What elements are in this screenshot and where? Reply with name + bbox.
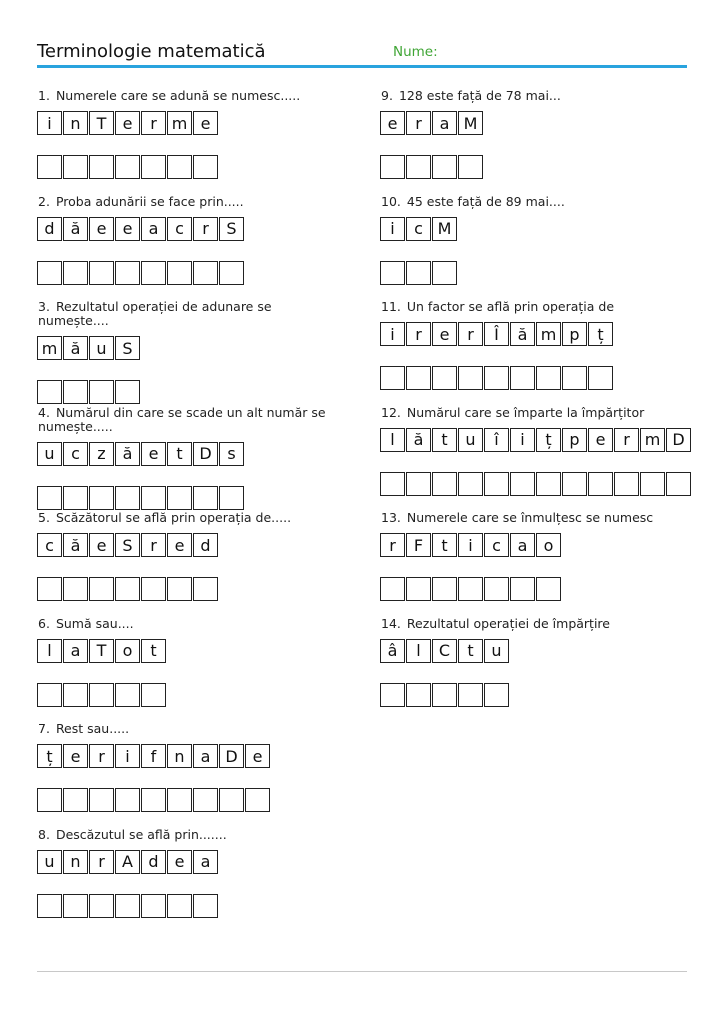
answer-box[interactable]	[167, 155, 192, 179]
question-number: 7.	[38, 721, 50, 736]
question-text	[381, 195, 700, 209]
letter-box: D	[219, 744, 244, 768]
scrambled-letters-row	[380, 217, 700, 241]
answer-box[interactable]	[193, 577, 218, 601]
question-number: 14.	[381, 615, 401, 631]
answer-box[interactable]	[219, 261, 244, 285]
letter-box: r	[406, 111, 431, 135]
answer-box[interactable]	[536, 577, 561, 601]
letter-box: t	[458, 639, 483, 663]
letter-box: â	[380, 639, 405, 663]
letter-box: ț	[37, 744, 62, 768]
question-block	[37, 195, 357, 301]
answer-box[interactable]	[640, 472, 665, 496]
answer-box[interactable]	[406, 577, 431, 601]
answer-box[interactable]	[193, 155, 218, 179]
letter-box: r	[193, 217, 218, 241]
answer-box[interactable]	[37, 261, 62, 285]
question-prompt: Numerele care se adună se numesc.....	[55, 88, 301, 103]
header-divider	[37, 65, 687, 68]
question-block	[380, 89, 700, 195]
answer-box[interactable]	[167, 788, 192, 812]
answer-box[interactable]	[458, 577, 483, 601]
letter-box: e	[167, 850, 192, 874]
question-text	[38, 300, 338, 328]
letter-box: r	[89, 744, 114, 768]
answer-box[interactable]	[141, 788, 166, 812]
question-text	[38, 195, 357, 209]
question-number: 2.	[38, 193, 50, 209]
letter-box: z	[89, 442, 114, 466]
answer-box[interactable]	[432, 261, 457, 285]
answer-boxes-row	[37, 788, 357, 812]
letter-box: S	[115, 336, 140, 360]
question-block	[380, 617, 700, 723]
answer-boxes-row	[380, 472, 700, 496]
question-text	[381, 511, 700, 525]
question-text	[381, 89, 700, 103]
letter-box: e	[380, 111, 405, 135]
letter-box: r	[380, 533, 405, 557]
answer-box[interactable]	[63, 788, 88, 812]
letter-box: i	[458, 533, 483, 557]
letter-box: i	[37, 111, 62, 135]
letter-box: ț	[536, 428, 561, 452]
answer-box[interactable]	[167, 261, 192, 285]
letter-box: r	[141, 533, 166, 557]
answer-box[interactable]	[614, 472, 639, 496]
letter-box: S	[115, 533, 140, 557]
answer-box[interactable]	[406, 261, 431, 285]
answer-box[interactable]	[380, 577, 405, 601]
answer-box[interactable]	[141, 683, 166, 707]
letter-box: f	[141, 744, 166, 768]
answer-box[interactable]	[380, 261, 405, 285]
letter-box: S	[219, 217, 244, 241]
answer-box[interactable]	[510, 472, 535, 496]
answer-boxes-row	[37, 380, 357, 404]
answer-box[interactable]	[588, 366, 613, 390]
answer-box[interactable]	[380, 683, 405, 707]
answer-box[interactable]	[406, 366, 431, 390]
letter-box: u	[484, 639, 509, 663]
letter-box: i	[510, 428, 535, 452]
answer-boxes-row	[380, 155, 700, 179]
answer-box[interactable]	[484, 577, 509, 601]
question-block	[37, 722, 357, 828]
letter-box: i	[115, 744, 140, 768]
answer-boxes-row	[380, 366, 700, 390]
answer-box[interactable]	[63, 894, 88, 918]
letter-box: p	[562, 428, 587, 452]
answer-boxes-row	[37, 683, 357, 707]
letter-box: t	[432, 533, 457, 557]
question-block	[37, 89, 357, 195]
question-text	[381, 617, 700, 631]
answer-box[interactable]	[406, 683, 431, 707]
answer-box[interactable]	[458, 683, 483, 707]
letter-box: e	[167, 533, 192, 557]
question-block	[380, 511, 700, 617]
letter-box: ă	[63, 533, 88, 557]
answer-box[interactable]	[37, 788, 62, 812]
answer-box[interactable]	[406, 472, 431, 496]
question-number: 3.	[38, 299, 50, 314]
letter-box: T	[89, 639, 114, 663]
answer-box[interactable]	[141, 261, 166, 285]
answer-box[interactable]	[37, 380, 62, 404]
question-prompt: 128 este față de 78 mai...	[398, 88, 561, 103]
answer-box[interactable]	[484, 366, 509, 390]
scrambled-letters-row	[37, 850, 357, 874]
scrambled-letters-row	[37, 336, 357, 360]
question-number: 8.	[38, 826, 50, 842]
scrambled-letters-row	[37, 111, 357, 135]
answer-box[interactable]	[115, 894, 140, 918]
answer-box[interactable]	[63, 683, 88, 707]
question-prompt: Numărul care se împarte la împărțitor	[406, 404, 645, 420]
question-text	[38, 617, 357, 631]
answer-box[interactable]	[562, 472, 587, 496]
answer-box[interactable]	[89, 577, 114, 601]
letter-box: d	[193, 533, 218, 557]
question-number: 11.	[381, 299, 401, 314]
letter-box: Î	[484, 322, 509, 346]
question-number: 12.	[381, 404, 401, 420]
answer-box[interactable]	[536, 472, 561, 496]
letter-box: n	[63, 850, 88, 874]
letter-box: m	[37, 336, 62, 360]
answer-box[interactable]	[115, 486, 140, 510]
answer-box[interactable]	[458, 155, 483, 179]
scrambled-letters-row	[37, 533, 357, 557]
letter-box: r	[89, 850, 114, 874]
answer-box[interactable]	[89, 486, 114, 510]
letter-box: o	[536, 533, 561, 557]
letter-box: e	[432, 322, 457, 346]
question-number: 10.	[381, 193, 401, 209]
question-prompt: Rest sau.....	[55, 721, 130, 736]
scrambled-letters-row	[37, 744, 357, 768]
answer-boxes-row	[37, 894, 357, 918]
letter-box: ă	[115, 442, 140, 466]
letter-box: r	[141, 111, 166, 135]
answer-box[interactable]	[219, 486, 244, 510]
answer-box[interactable]	[115, 577, 140, 601]
letter-box: C	[432, 639, 457, 663]
scrambled-letters-row	[37, 639, 357, 663]
answer-box[interactable]	[37, 155, 62, 179]
answer-box[interactable]	[562, 366, 587, 390]
answer-boxes-row	[37, 577, 357, 601]
answer-box[interactable]	[406, 155, 431, 179]
answer-box[interactable]	[588, 472, 613, 496]
question-prompt: Proba adunării se face prin.....	[55, 193, 244, 209]
letter-box: M	[432, 217, 457, 241]
answer-box[interactable]	[510, 366, 535, 390]
answer-boxes-row	[37, 486, 357, 510]
answer-box[interactable]	[432, 366, 457, 390]
question-prompt: 45 este față de 89 mai....	[406, 193, 565, 209]
answer-box[interactable]	[63, 577, 88, 601]
scrambled-letters-row	[37, 217, 357, 241]
letter-box: e	[245, 744, 270, 768]
answer-box[interactable]	[37, 577, 62, 601]
question-block	[37, 617, 357, 723]
answer-boxes-row	[380, 683, 700, 707]
letter-box: a	[193, 850, 218, 874]
letter-box: D	[666, 428, 691, 452]
letter-box: ă	[510, 322, 535, 346]
letter-box: e	[588, 428, 613, 452]
letter-box: e	[115, 111, 140, 135]
letter-box: u	[89, 336, 114, 360]
answer-box[interactable]	[141, 486, 166, 510]
answer-box[interactable]	[536, 366, 561, 390]
answer-box[interactable]	[63, 486, 88, 510]
answer-box[interactable]	[432, 683, 457, 707]
question-block	[37, 511, 357, 617]
question-number: 13.	[381, 510, 401, 525]
letter-box: a	[432, 111, 457, 135]
scrambled-letters-row	[380, 639, 700, 663]
question-prompt: Numărul din care se scade un alt număr se numește.....	[38, 404, 326, 434]
answer-box[interactable]	[458, 366, 483, 390]
letter-box: l	[37, 639, 62, 663]
scrambled-letters-row	[37, 442, 357, 466]
answer-box[interactable]	[380, 155, 405, 179]
question-block	[380, 300, 700, 406]
question-text	[381, 406, 700, 420]
letter-box: d	[37, 217, 62, 241]
question-prompt: Rezultatul operației de adunare se numește....	[38, 299, 272, 328]
question-prompt: Descăzutul se află prin.......	[55, 826, 227, 842]
answer-box[interactable]	[89, 380, 114, 404]
letter-box: r	[458, 322, 483, 346]
letter-box: l	[380, 428, 405, 452]
answer-box[interactable]	[37, 894, 62, 918]
answer-box[interactable]	[458, 472, 483, 496]
answer-box[interactable]	[484, 683, 509, 707]
letter-box: c	[37, 533, 62, 557]
answer-box[interactable]	[193, 894, 218, 918]
letter-box: c	[63, 442, 88, 466]
letter-box: ă	[406, 428, 431, 452]
letter-box: n	[63, 111, 88, 135]
question-number: 5.	[38, 510, 50, 525]
letter-box: a	[141, 217, 166, 241]
letter-box: A	[115, 850, 140, 874]
question-text	[38, 828, 357, 842]
footer-divider	[37, 971, 687, 972]
letter-box: i	[380, 217, 405, 241]
letter-box: r	[614, 428, 639, 452]
question-block	[37, 300, 357, 406]
answer-box[interactable]	[193, 261, 218, 285]
letter-box: e	[141, 442, 166, 466]
letter-box: ă	[63, 217, 88, 241]
letter-box: e	[89, 217, 114, 241]
letter-box: l	[406, 639, 431, 663]
letter-box: d	[141, 850, 166, 874]
letter-box: î	[484, 428, 509, 452]
letter-box: T	[89, 111, 114, 135]
answer-box[interactable]	[115, 380, 140, 404]
answer-box[interactable]	[63, 380, 88, 404]
worksheet-title: Terminologie matematică	[37, 41, 266, 62]
question-prompt: Un factor se află prin operația de	[406, 299, 615, 314]
answer-box[interactable]	[115, 788, 140, 812]
question-number: 9.	[381, 88, 393, 103]
answer-box[interactable]	[63, 261, 88, 285]
letter-box: M	[458, 111, 483, 135]
right-question-column	[380, 89, 700, 722]
answer-box[interactable]	[89, 788, 114, 812]
answer-box[interactable]	[37, 683, 62, 707]
answer-box[interactable]	[141, 894, 166, 918]
question-text	[38, 406, 338, 434]
letter-box: t	[167, 442, 192, 466]
question-block	[380, 195, 700, 301]
letter-box: e	[89, 533, 114, 557]
letter-box: o	[115, 639, 140, 663]
scrambled-letters-row	[380, 111, 700, 135]
answer-box[interactable]	[89, 155, 114, 179]
answer-box[interactable]	[193, 486, 218, 510]
letter-box: c	[167, 217, 192, 241]
letter-box: ț	[588, 322, 613, 346]
answer-box[interactable]	[141, 155, 166, 179]
letter-box: u	[458, 428, 483, 452]
answer-box[interactable]	[167, 486, 192, 510]
scrambled-letters-row	[380, 428, 700, 452]
letter-box: F	[406, 533, 431, 557]
question-prompt: Scăzătorul se află prin operația de.....	[55, 510, 292, 525]
letter-box: s	[219, 442, 244, 466]
answer-box[interactable]	[37, 486, 62, 510]
answer-box[interactable]	[380, 472, 405, 496]
letter-box: n	[167, 744, 192, 768]
question-number: 1.	[38, 88, 50, 103]
answer-box[interactable]	[141, 577, 166, 601]
name-label: Nume:	[393, 44, 438, 60]
answer-box[interactable]	[115, 683, 140, 707]
letter-box: e	[115, 217, 140, 241]
answer-boxes-row	[380, 577, 700, 601]
answer-box[interactable]	[432, 472, 457, 496]
answer-box[interactable]	[193, 788, 218, 812]
left-question-column	[37, 89, 357, 933]
question-number: 6.	[38, 615, 50, 631]
answer-box[interactable]	[89, 683, 114, 707]
letter-box: p	[562, 322, 587, 346]
letter-box: m	[640, 428, 665, 452]
letter-box: i	[380, 322, 405, 346]
letter-box: a	[63, 639, 88, 663]
answer-box[interactable]	[666, 472, 691, 496]
letter-box: e	[193, 111, 218, 135]
answer-box[interactable]	[115, 261, 140, 285]
question-text	[381, 300, 700, 314]
question-number: 4.	[38, 404, 50, 420]
answer-box[interactable]	[432, 577, 457, 601]
letter-box: e	[63, 744, 88, 768]
question-text	[38, 722, 357, 736]
question-prompt: Sumă sau....	[55, 615, 134, 631]
letter-box: a	[193, 744, 218, 768]
question-prompt: Numerele care se înmulțesc se numesc	[406, 510, 654, 525]
letter-box: c	[484, 533, 509, 557]
question-text	[38, 511, 357, 525]
letter-box: r	[406, 322, 431, 346]
question-block	[37, 406, 357, 512]
answer-boxes-row	[380, 261, 700, 285]
scrambled-letters-row	[380, 533, 700, 557]
answer-boxes-row	[37, 261, 357, 285]
answer-box[interactable]	[89, 261, 114, 285]
answer-box[interactable]	[63, 155, 88, 179]
answer-box[interactable]	[245, 788, 270, 812]
letter-box: u	[37, 850, 62, 874]
letter-box: c	[406, 217, 431, 241]
letter-box: D	[193, 442, 218, 466]
answer-box[interactable]	[89, 894, 114, 918]
letter-box: m	[167, 111, 192, 135]
letter-box: t	[432, 428, 457, 452]
answer-box[interactable]	[380, 366, 405, 390]
letter-box: u	[37, 442, 62, 466]
question-block	[380, 406, 700, 512]
letter-box: t	[141, 639, 166, 663]
answer-box[interactable]	[167, 894, 192, 918]
answer-box[interactable]	[510, 577, 535, 601]
letter-box: m	[536, 322, 561, 346]
question-block	[37, 828, 357, 934]
question-text	[38, 89, 357, 103]
answer-box[interactable]	[219, 788, 244, 812]
answer-box[interactable]	[115, 155, 140, 179]
question-prompt: Rezultatul operației de împărțire	[406, 615, 610, 631]
scrambled-letters-row	[380, 322, 700, 346]
answer-box[interactable]	[484, 472, 509, 496]
answer-boxes-row	[37, 155, 357, 179]
answer-box[interactable]	[432, 155, 457, 179]
answer-box[interactable]	[167, 577, 192, 601]
letter-box: a	[510, 533, 535, 557]
letter-box: ă	[63, 336, 88, 360]
